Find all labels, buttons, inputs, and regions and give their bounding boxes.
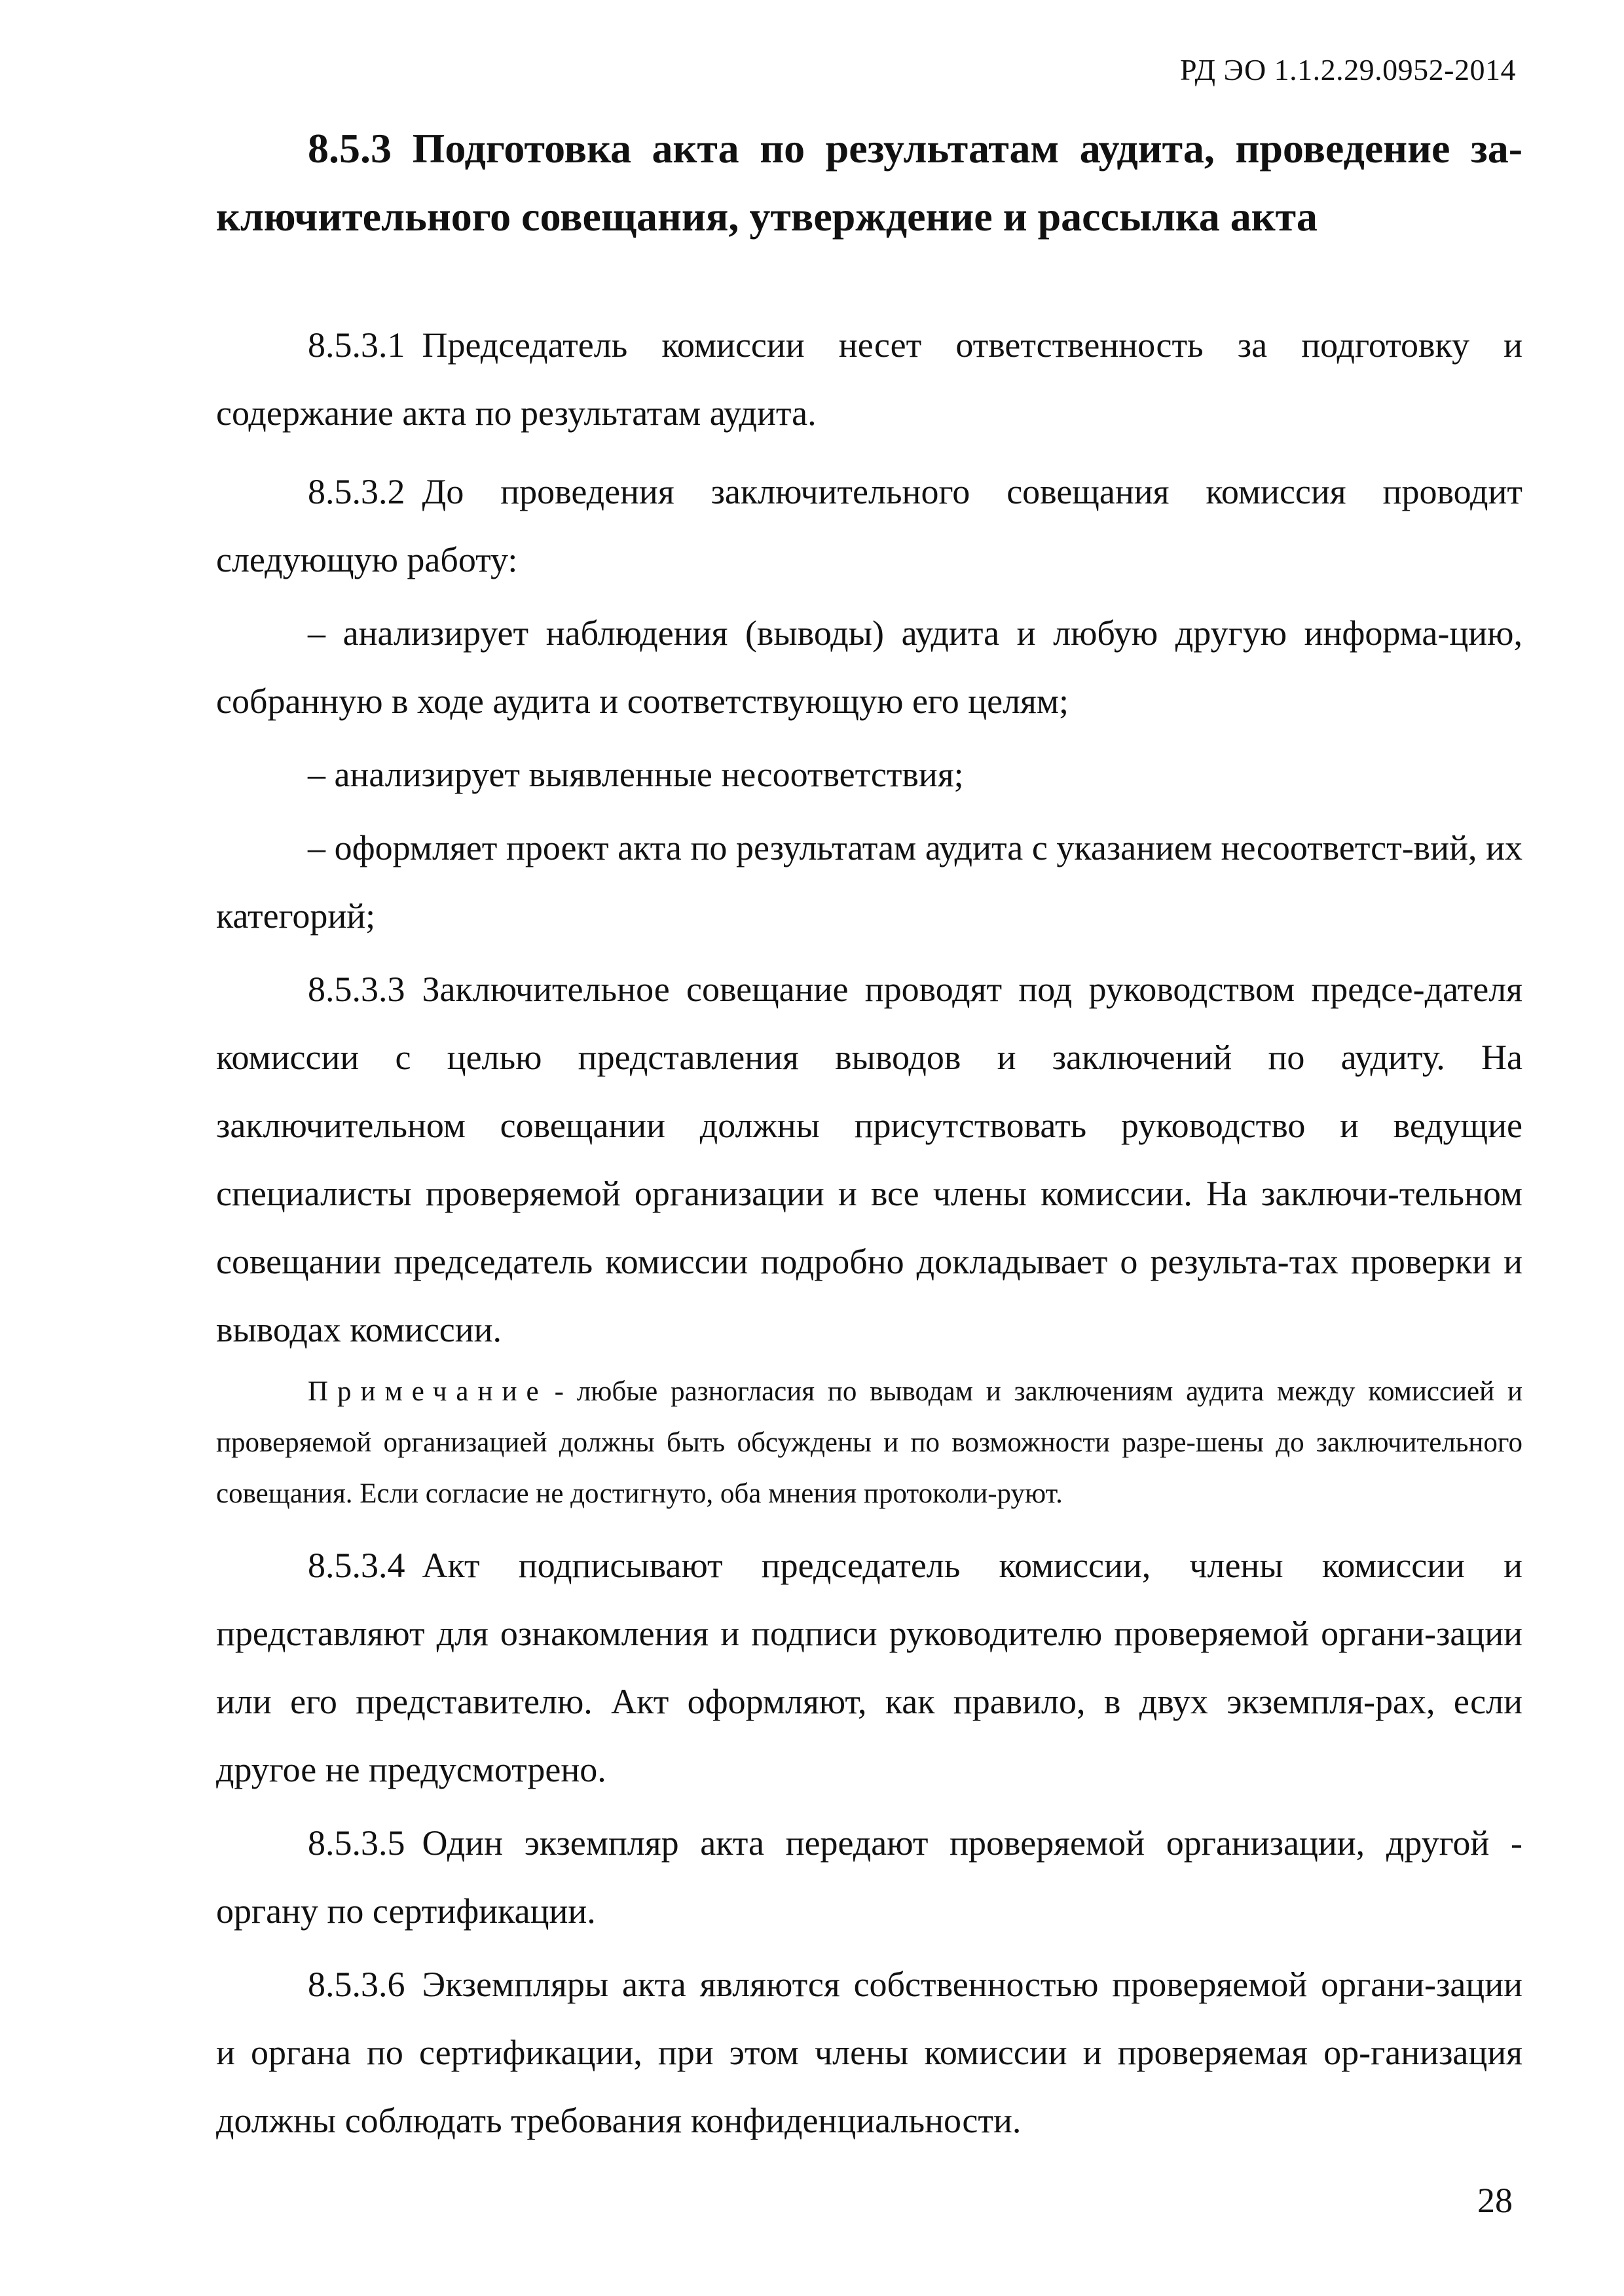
list-item-text: – оформляет проект акта по результатам аудита с указанием несоответст-вий, их категорий; [216, 828, 1522, 936]
paragraph-8-5-3-5 [216, 1809, 1522, 1945]
paragraph-number: 8.5.3.1 [308, 325, 405, 365]
page-number: 28 [1477, 2181, 1513, 2220]
list-item-text: – анализирует выявленные несоответствия; [308, 755, 964, 794]
paragraph-8-5-3-6 [216, 1950, 1522, 2155]
section-heading-line-2: ключительного совещания, утверждение и рассылка акта [216, 193, 1318, 240]
paragraph-text: Экземпляры акта являются собственностью проверяемой органи-зации и органа по сертификации, при этом члены комиссии и проверяемая ор-ганизация должны соблюдать требования конфиденциальности. [216, 1965, 1522, 2140]
paragraph-number: 8.5.3.5 [308, 1823, 405, 1863]
paragraph-text: Один экземпляр акта передают проверяемой организации, другой - органу по сертификации. [216, 1823, 1522, 1931]
list-item [216, 599, 1522, 735]
document-body [216, 311, 1522, 2155]
list-item-text: – анализирует наблюдения (выводы) аудита и любую другую информа-цию, собранную в ходе аудита и соответствующую его целям; [216, 613, 1522, 721]
paragraph-number: 8.5.3.6 [308, 1965, 405, 2004]
paragraph-8-5-3-2 [216, 458, 1522, 594]
paragraph-number: 8.5.3.4 [308, 1546, 405, 1585]
note-label: Примечание [308, 1376, 548, 1407]
paragraph-8-5-3-3 [216, 955, 1522, 1364]
document-code: РД ЭО 1.1.2.29.0952-2014 [1180, 53, 1516, 86]
list-item [216, 740, 1522, 809]
paragraph-8-5-3-4 [216, 1531, 1522, 1804]
paragraph-number: 8.5.3.2 [308, 472, 405, 511]
paragraph-text: Председатель комиссии несет ответственность за подготовку и содержание акта по результатам аудита. [216, 325, 1522, 433]
paragraph-text: До проведения заключительного совещания комиссия проводит следующую работу: [216, 472, 1522, 579]
paragraph-number: 8.5.3.3 [308, 970, 405, 1009]
paragraph-text: Акт подписывают председатель комиссии, члены комиссии и представляют для ознакомления и подписи руководителю проверяемой органи-зации или его представителю. Акт оформляют, как правило, в двух экземпля-рах, если другое не предусмотрено. [216, 1546, 1522, 1789]
list-item [216, 814, 1522, 950]
section-heading-line-1: 8.5.3 Подготовка акта по результатам аудита, проведение за- [308, 125, 1522, 172]
paragraph-text: Заключительное совещание проводят под руководством предсе-дателя комиссии с целью представления выводов и заключений по аудиту. На заключительном совещании должны присутствовать руководство и ведущие специалисты проверяемой организации и все члены комиссии. На заключи-тельном совещании председатель комиссии подробно докладывает о результа-тах проверки и выводах комиссии. [216, 970, 1522, 1349]
section-heading [216, 115, 1522, 251]
note-text: - любые разногласия по выводам и заключениям аудита между комиссией и проверяемой организацией должны быть обсуждены и по возможности разре-шены до заключительного совещания. Если согласие не достигнуто, оба мнения протоколи-руют. [216, 1376, 1522, 1509]
note [216, 1366, 1522, 1520]
paragraph-8-5-3-1 [216, 311, 1522, 447]
